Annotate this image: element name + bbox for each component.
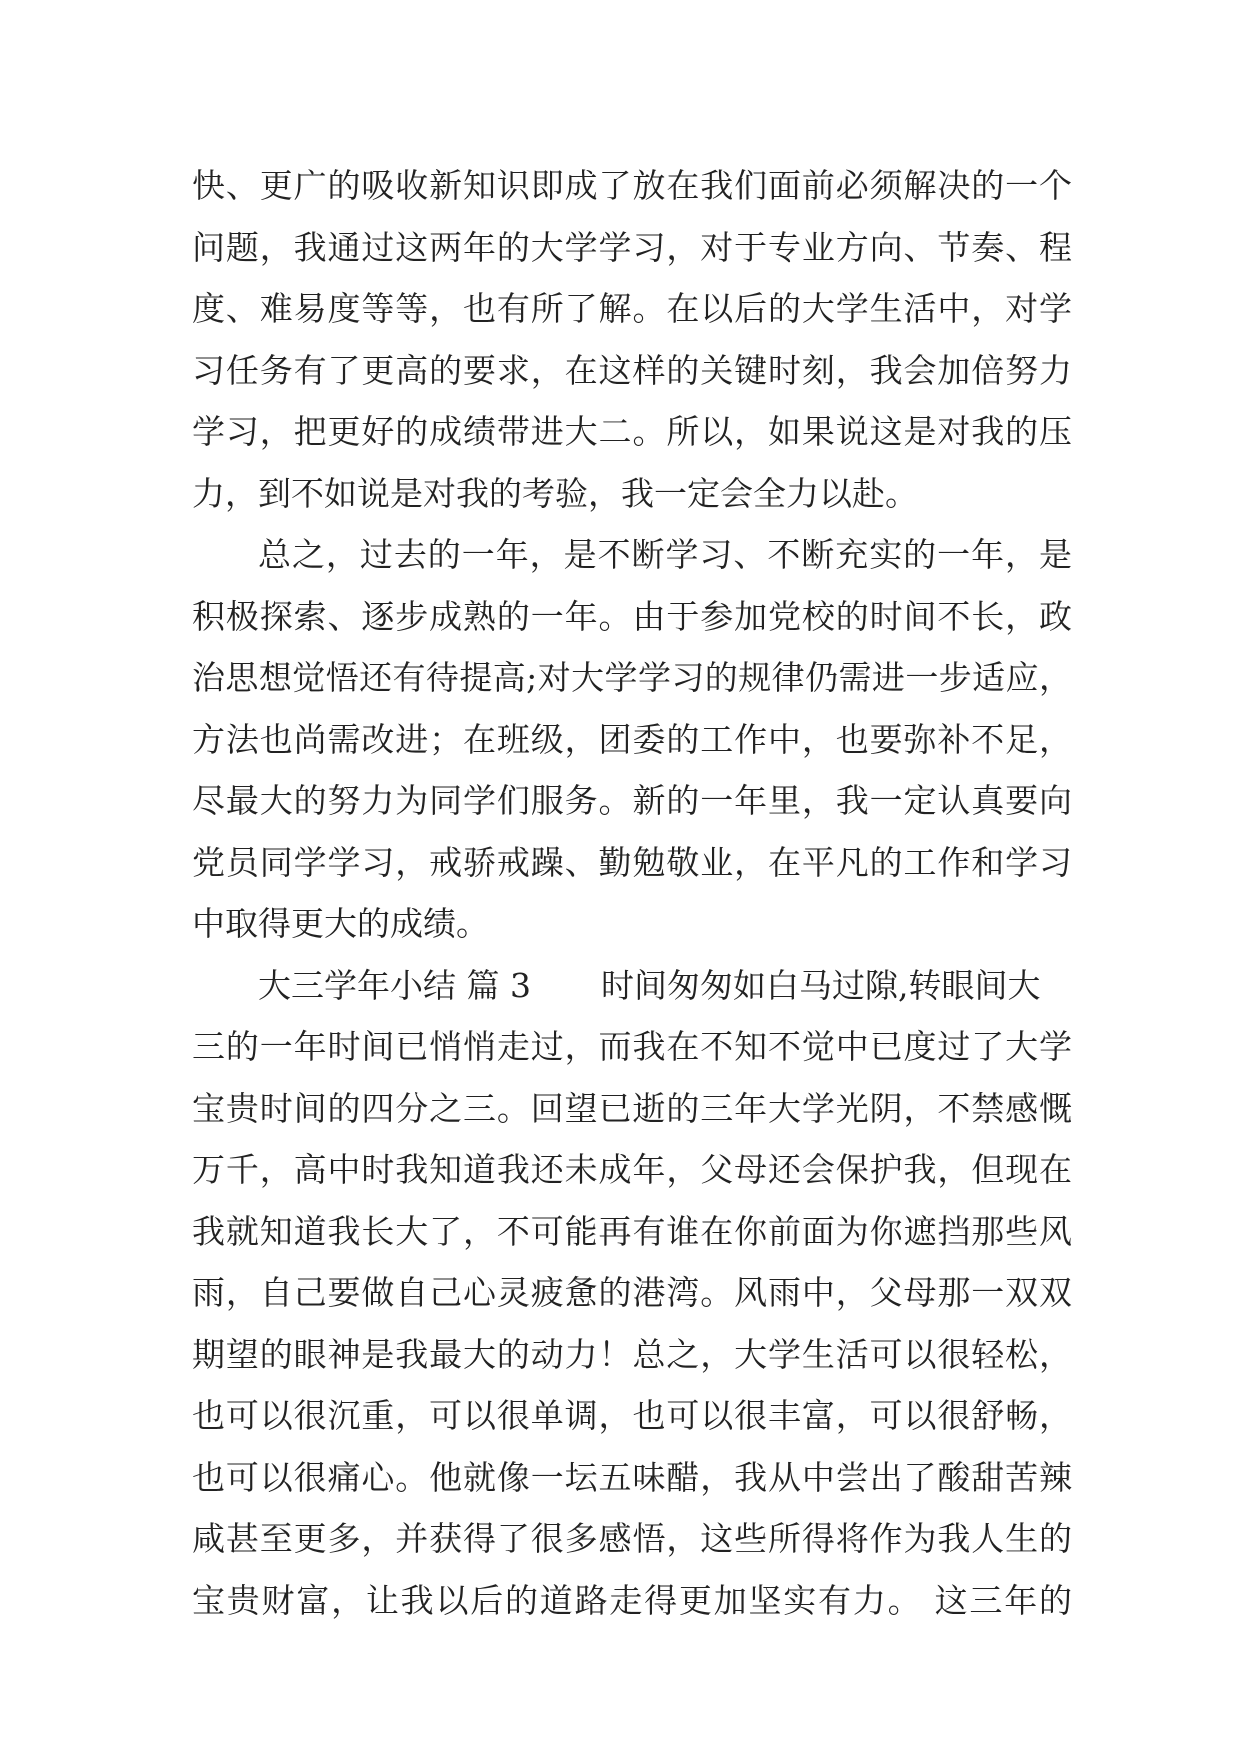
paragraph-3-line: 也可以很沉重，可以很单调，也可以很丰富，可以很舒畅， bbox=[192, 1396, 1072, 1435]
section-heading: 大三学年小结 篇 3 bbox=[258, 965, 531, 1005]
paragraph-2-line: 积极探索、逐步成熟的一年。由于参加党校的时间不长，政 bbox=[192, 596, 1072, 636]
paragraph-3-heading-line bbox=[192, 955, 1072, 1017]
paragraph-1-line: 学习，把更好的成绩带进大二。所以，如果说这是对我的压 bbox=[192, 412, 1072, 451]
paragraph-1-line: 问题，我通过这两年的大学学习，对于专业方向、节奏、程 bbox=[192, 227, 1072, 267]
paragraph-2-line: 尽最大的努力为同学们服务。新的一年里，我一定认真要向 bbox=[192, 781, 1072, 820]
paragraph-3-line: 万千，高中时我知道我还未成年，父母还会保护我，但现在 bbox=[192, 1150, 1072, 1189]
paragraph-3-line: 雨，自己要做自己心灵疲惫的港湾。风雨中，父母那一双双 bbox=[192, 1273, 1072, 1312]
paragraph-3-line: 咸甚至更多，并获得了很多感悟，这些所得将作为我人生的 bbox=[192, 1519, 1072, 1558]
paragraph-2-line: 党员同学学习，戒骄戒躁、勤勉敬业，在平凡的工作和学习 bbox=[192, 842, 1072, 882]
paragraph-2-line: 中取得更大的成绩。 bbox=[192, 904, 489, 943]
paragraph-2-line: 总之，过去的一年，是不断学习、不断充实的一年，是 bbox=[258, 535, 1072, 574]
paragraph-3-line: 期望的眼神是我最大的动力！总之，大学生活可以很轻松， bbox=[192, 1334, 1072, 1374]
paragraph-1-line: 度、难易度等等，也有所了解。在以后的大学生活中，对学 bbox=[192, 289, 1072, 328]
paragraph-1-line: 习任务有了更高的要求，在这样的关键时刻，我会加倍努力 bbox=[192, 350, 1072, 390]
paragraph-1-line: 力，到不如说是对我的考验，我一定会全力以赴。 bbox=[192, 473, 918, 513]
paragraph-1-line: 快、更广的吸收新知识即成了放在我们面前必须解决的一个 bbox=[192, 166, 1072, 205]
document-body bbox=[192, 155, 1072, 1631]
paragraph-3-line: 宝贵时间的四分之三。回望已逝的三年大学光阴，不禁感慨 bbox=[192, 1088, 1072, 1128]
paragraph-3-line: 也可以很痛心。他就像一坛五味醋，我从中尝出了酸甜苦辣 bbox=[192, 1457, 1072, 1497]
paragraph-3-first-text: 时间匆匆如白马过隙,转眼间大 bbox=[600, 965, 1041, 1005]
paragraph-3-line: 宝贵财富，让我以后的道路走得更加坚实有力。 这三年的 bbox=[192, 1580, 1072, 1620]
paragraph-3-line: 我就知道我长大了，不可能再有谁在你前面为你遮挡那些风 bbox=[192, 1211, 1072, 1251]
paragraph-3-line: 三的一年时间已悄悄走过，而我在不知不觉中已度过了大学 bbox=[192, 1027, 1072, 1066]
paragraph-2-line: 方法也尚需改进；在班级，团委的工作中，也要弥补不足， bbox=[192, 719, 1072, 759]
paragraph-2-line: 治思想觉悟还有待提高;对大学学习的规律仍需进一步适应， bbox=[192, 658, 1072, 697]
